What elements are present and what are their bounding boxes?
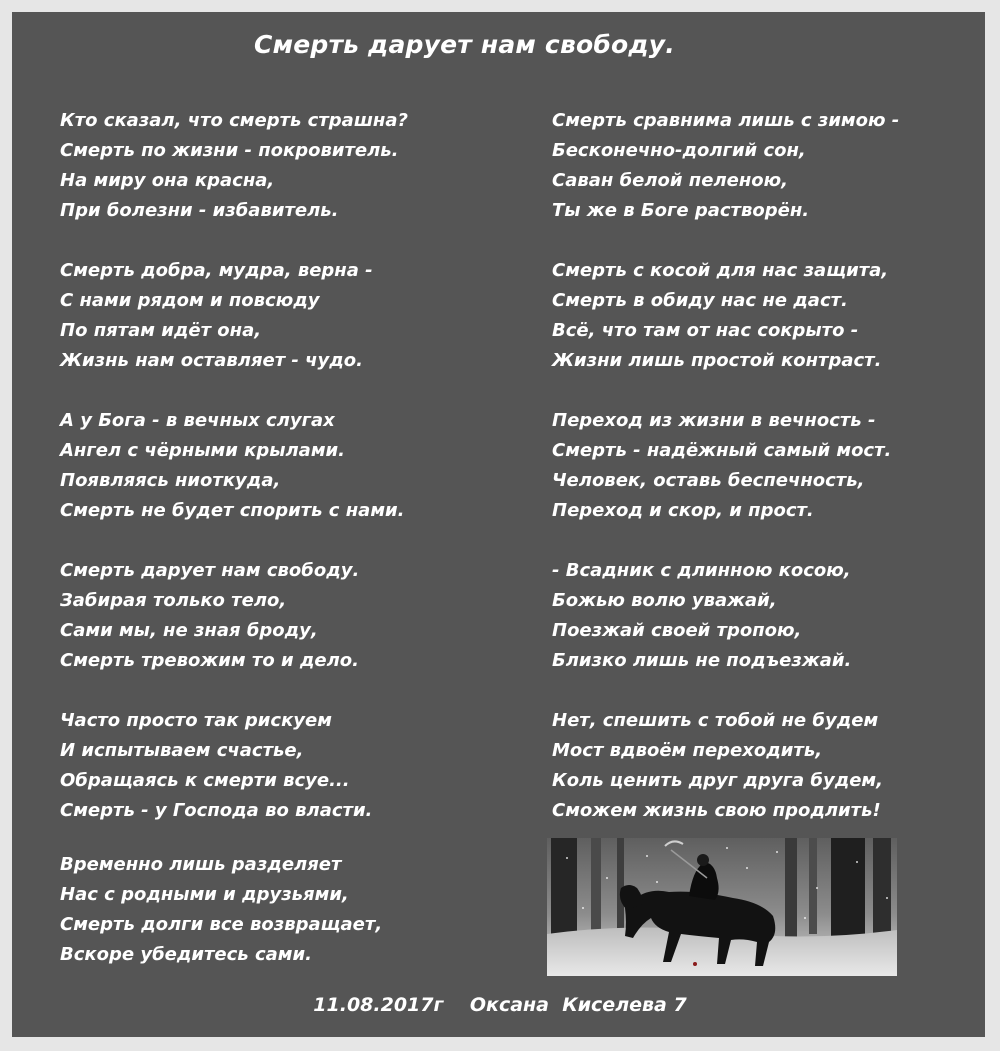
poem-line: Смерть с косой для нас защита, [552, 260, 889, 281]
poem-line: Нет, спешить с тобой не будем [552, 710, 879, 731]
poem-line: Сами мы, не зная броду, [60, 620, 318, 641]
stanza [60, 256, 530, 376]
poem-line: Вскоре убедитесь сами. [60, 944, 312, 965]
poem-line: Всё, что там от нас сокрыто - [552, 320, 859, 341]
right-column [552, 106, 977, 856]
stanza [60, 406, 530, 526]
poem-line: Временно лишь разделяет [60, 854, 342, 875]
poem-line: Смерть добра, мудра, верна - [60, 260, 373, 281]
poem-line: Смерть долги все возвращает, [60, 914, 383, 935]
poem-line: - Всадник с длинною косою, [552, 560, 851, 581]
poem-line: Забирая только тело, [60, 590, 287, 611]
poem-line: Сможем жизнь свою продлить! [552, 800, 881, 821]
stanza [552, 706, 977, 826]
poem-line: Переход и скор, и прост. [552, 500, 814, 521]
poem-line: А у Бога - в вечных слугах [60, 410, 335, 431]
stanza [552, 556, 977, 676]
signature-line [12, 994, 988, 1016]
poem-line: Ангел с чёрными крылами. [60, 440, 345, 461]
poem-line: Обращаясь к смерти всуе... [60, 770, 350, 791]
stanza [60, 106, 530, 226]
poem-title: Смерть дарует нам свободу. [254, 30, 675, 59]
poem-line: Смерть сравнима лишь с зимою - [552, 110, 900, 131]
poem-line: Смерть не будет спорить с нами. [60, 500, 405, 521]
left-column [60, 106, 530, 1000]
poem-line: Смерть - надёжный самый мост. [552, 440, 892, 461]
poem-line: Близко лишь не подъезжай. [552, 650, 852, 671]
poem-line: Нас с родными и друзьями, [60, 884, 349, 905]
poem-line: Человек, оставь беспечность, [552, 470, 865, 491]
stanza [552, 406, 977, 526]
poem-line: Смерть - у Господа во власти. [60, 800, 373, 821]
poem-line: Бесконечно-долгий сон, [552, 140, 806, 161]
poem-line: С нами рядом и повсюду [60, 290, 320, 311]
stanza [60, 706, 530, 826]
poem-page [12, 12, 985, 1037]
poem-line: Поезжай своей тропою, [552, 620, 802, 641]
poem-line: И испытываем счастье, [60, 740, 304, 761]
poem-line: Ты же в Боге растворён. [552, 200, 810, 221]
stanza [60, 556, 530, 676]
poem-line: Смерть дарует нам свободу. [60, 560, 360, 581]
poem-line: Коль ценить друг друга будем, [552, 770, 883, 791]
stanza [552, 106, 977, 226]
poem-line: Кто сказал, что смерть страшна? [60, 110, 408, 131]
poem-line: Часто просто так рискуем [60, 710, 332, 731]
stanza [552, 256, 977, 376]
horseman-illustration [547, 838, 897, 976]
poem-line: Саван белой пеленою, [552, 170, 788, 191]
poem-line: Переход из жизни в вечность - [552, 410, 876, 431]
winter-forest-horseman-image [547, 838, 897, 976]
poem-author: Оксана Киселева 7 [469, 994, 687, 1016]
poem-line: По пятам идёт она, [60, 320, 262, 341]
poem-line: Жизни лишь простой контраст. [552, 350, 882, 371]
poem-line: Смерть по жизни - покровитель. [60, 140, 399, 161]
poem-date: 11.08.2017г [313, 994, 444, 1016]
poem-line: При болезни - избавитель. [60, 200, 339, 221]
poem-line: Смерть в обиду нас не даст. [552, 290, 848, 311]
poem-line: Мост вдвоём переходить, [552, 740, 823, 761]
poem-line: Появляясь ниоткуда, [60, 470, 281, 491]
poem-line: Божью волю уважай, [552, 590, 777, 611]
poem-line: На миру она красна, [60, 170, 275, 191]
poem-line: Жизнь нам оставляет - чудо. [60, 350, 363, 371]
stanza [60, 850, 530, 970]
poem-line: Смерть тревожим то и дело. [60, 650, 359, 671]
